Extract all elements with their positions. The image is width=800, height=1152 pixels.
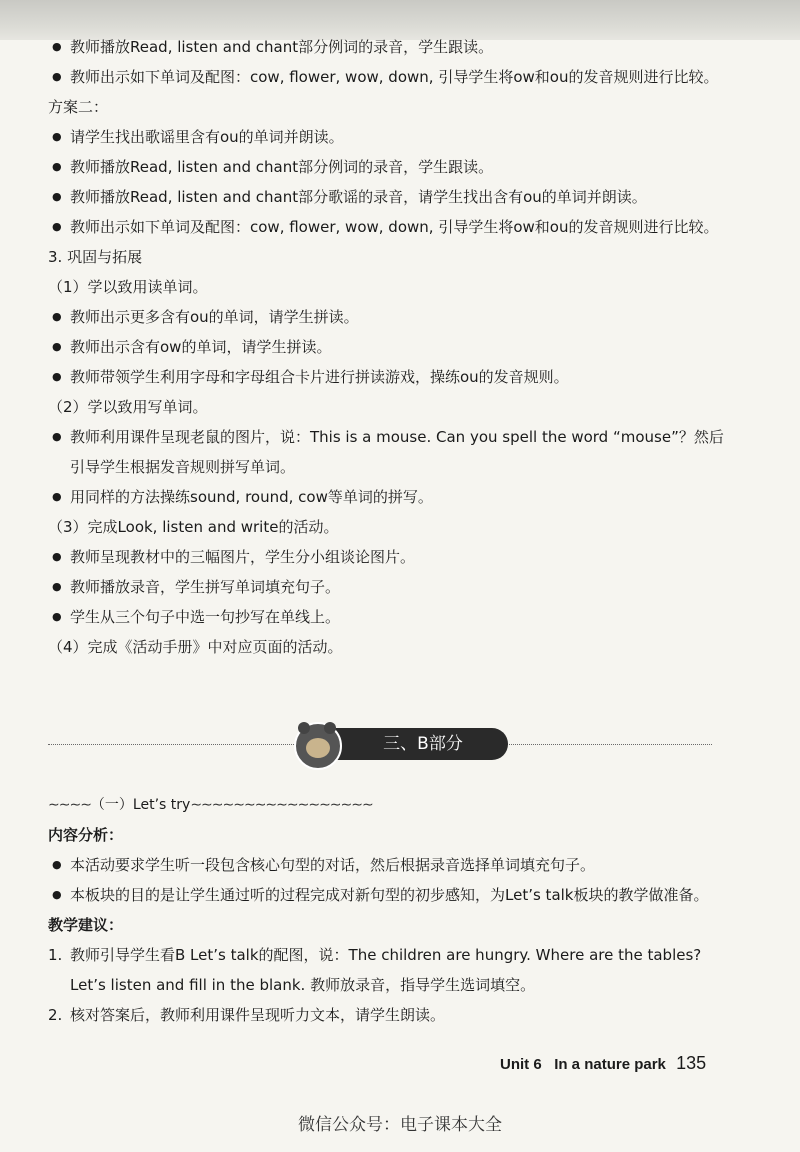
list-item: ● 教师播放Read, listen and chant部分歌谣的录音，请学生找出含有ou的单词并朗读。 — [48, 182, 728, 212]
list-item: ● 教师播放Read, listen and chant部分例词的录音，学生跟读。 — [48, 152, 728, 182]
wave-decoration: ∼∼∼∼∼∼∼∼∼∼∼∼∼∼∼∼∼ — [190, 797, 373, 813]
list-item: ● 教师出示如下单词及配图：cow, flower, wow, down, 引导学生将ow和ou的发音规则进行比较。 — [48, 62, 728, 92]
list-item: ● 教师出示含有ow的单词，请学生拼读。 — [48, 332, 728, 362]
item-text: 教师引导学生看B Let’s talk的配图，说：The children are hungry. Where are the tables? Let’s listen and fill in the blank. 教师放录音，指导学生选词填空。 — [70, 946, 702, 994]
list-item: ● 教师播放Read, listen and chant部分例词的录音，学生跟读。 — [48, 32, 728, 62]
footer-unit: Unit 6 — [500, 1056, 542, 1073]
footer-title: In a nature park — [554, 1056, 666, 1073]
bear-icon — [294, 722, 342, 770]
numbered-item — [48, 940, 728, 1000]
list-item: ● 教师利用课件呈现老鼠的图片，说：This is a mouse. Can you spell the word “mouse”？然后引导学生根据发音规则拼写单词。 — [48, 422, 728, 482]
item-number: 2. — [48, 1006, 63, 1024]
wave-decoration: ∼∼∼∼ — [48, 797, 91, 813]
watermark-text: 微信公众号：电子课本大全 — [298, 1115, 502, 1135]
sub4-heading: （4）完成《活动手册》中对应页面的活动。 — [48, 638, 343, 656]
sub1-heading: （1）学以致用读单词。 — [48, 278, 208, 296]
list-item: ● 请学生找出歌谣里含有ou的单词并朗读。 — [48, 122, 728, 152]
sub2-heading: （2）学以致用写单词。 — [48, 398, 208, 416]
main-content-bottom — [48, 790, 728, 1030]
analysis-heading: 内容分析： — [48, 826, 124, 844]
page-footer — [500, 1053, 706, 1074]
page-number: 135 — [676, 1053, 707, 1073]
sub3-heading: （3）完成Look, listen and write的活动。 — [48, 518, 339, 536]
lets-try-title: （一）Let’s try — [90, 797, 191, 813]
list-item: ● 本活动要求学生听一段包含核心句型的对话，然后根据录音选择单词填充句子。 — [48, 850, 728, 880]
list-item: ● 学生从三个句子中选一句抄写在单线上。 — [48, 602, 728, 632]
bear-face — [306, 738, 330, 758]
item-text: 核对答案后，教师利用课件呈现听力文本，请学生朗读。 — [70, 1006, 446, 1024]
main-content-top — [48, 32, 728, 662]
consolidate-heading: 3. 巩固与拓展 — [48, 248, 143, 266]
list-item: ● 教师呈现教材中的三幅图片，学生分小组谈论图片。 — [48, 542, 728, 572]
bear-ear — [298, 722, 310, 734]
suggest-heading: 教学建议： — [48, 916, 124, 934]
list-item: ● 教师带领学生利用字母和字母组合卡片进行拼读游戏，操练ou的发音规则。 — [48, 362, 728, 392]
list-item: ● 教师播放录音，学生拼写单词填充句子。 — [48, 572, 728, 602]
list-item: ● 用同样的方法操练sound, round, cow等单词的拼写。 — [48, 482, 728, 512]
section-label: 三、B部分 — [318, 728, 508, 760]
bear-ear — [324, 722, 336, 734]
list-item: ● 教师出示更多含有ou的单词，请学生拼读。 — [48, 302, 728, 332]
lets-try-heading — [48, 790, 728, 820]
plan2-heading: 方案二： — [48, 98, 109, 116]
numbered-item — [48, 1000, 728, 1030]
list-item: ● 教师出示如下单词及配图：cow, flower, wow, down, 引导学生将ow和ou的发音规则进行比较。 — [48, 212, 728, 242]
item-number: 1. — [48, 946, 63, 964]
section-divider — [48, 722, 712, 768]
list-item: ● 本板块的目的是让学生通过听的过程完成对新句型的初步感知，为Let’s talk板块的教学做准备。 — [48, 880, 728, 910]
